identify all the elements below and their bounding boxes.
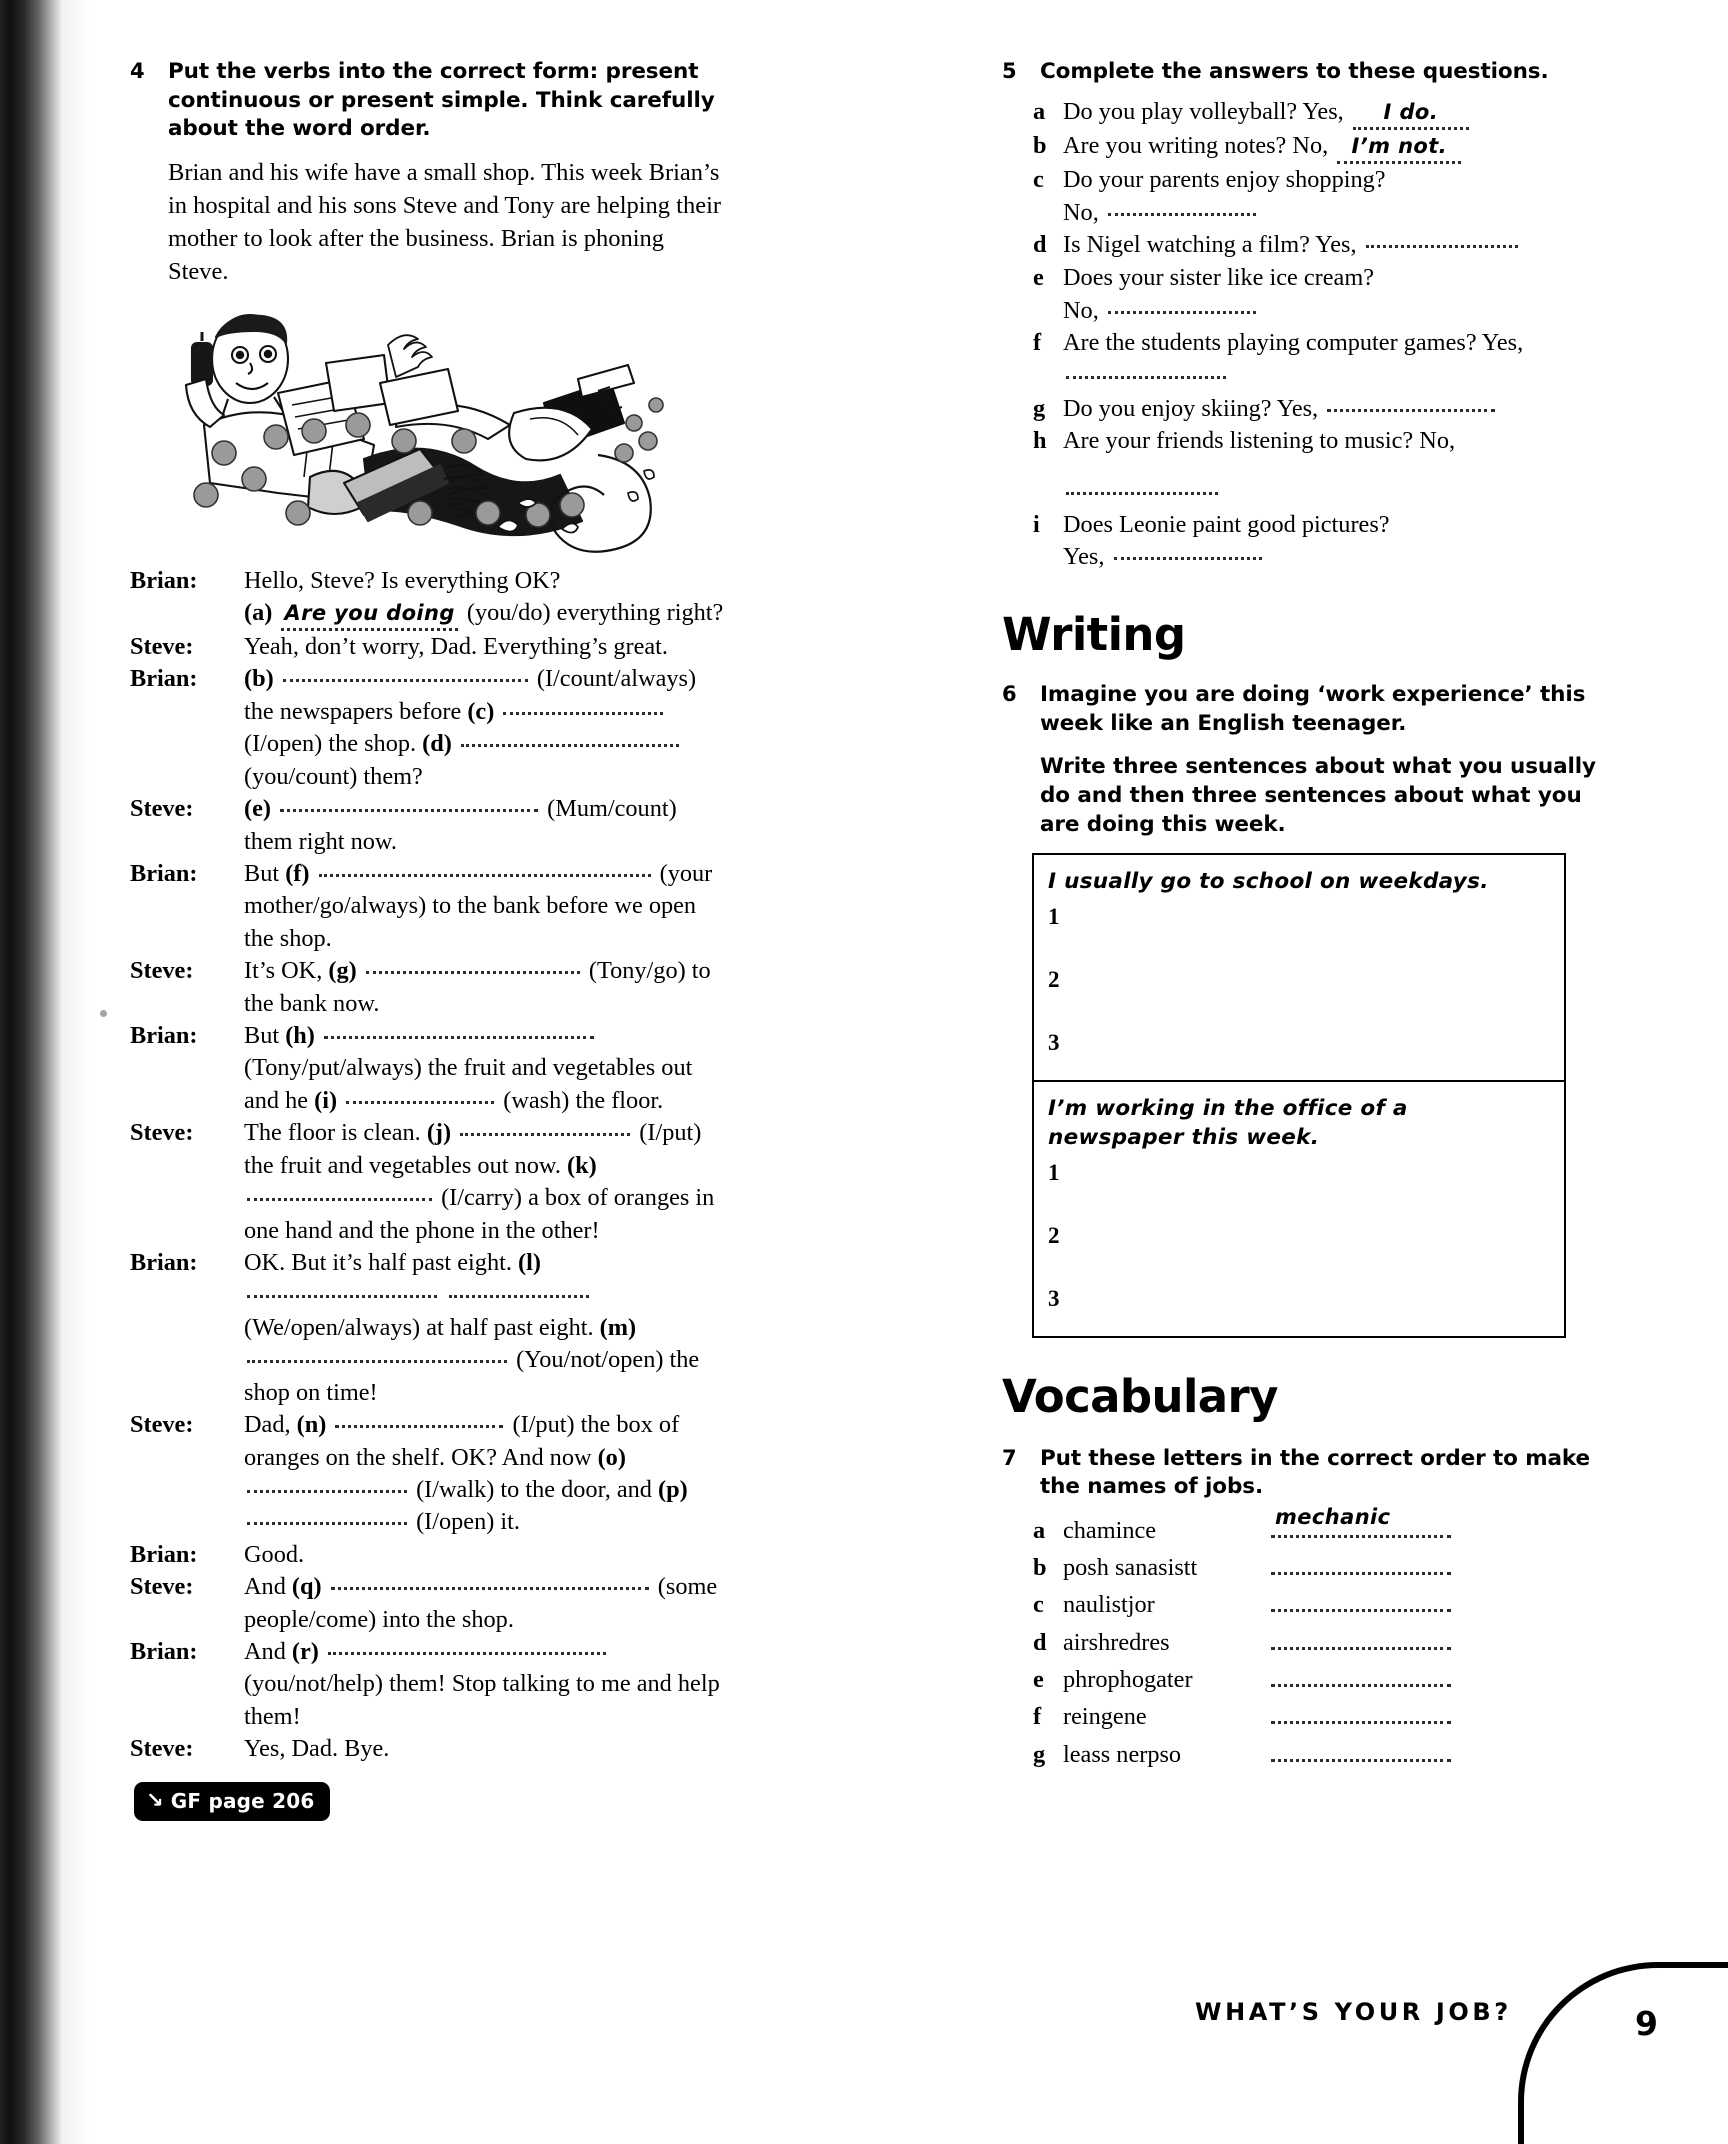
answer-blank-d[interactable] (1366, 233, 1518, 248)
gap-label-q: (q) (291, 1573, 322, 1601)
handwritten-answer-a[interactable]: Are you doing (281, 599, 457, 631)
dialogue-speaker: Brian: (130, 566, 198, 594)
down-right-arrow-icon: ↘ (146, 1788, 164, 1813)
page-number: 9 (1635, 2004, 1658, 2043)
question-text: Do you play volleyball? Yes, (1063, 97, 1344, 125)
exercise-4-narrative: Brian and his wife have a small shop. This week Brian’s in hospital and his sons Steve and Tony are helping their mother to look after the business. Brian is phoning Steve. (168, 158, 722, 285)
answer-blank[interactable] (1271, 1696, 1451, 1724)
scrambled-word: chamince (1063, 1516, 1157, 1544)
dialogue-speaker: Brian: (130, 1638, 198, 1666)
writing-example-thisweek-line1: I’m working in the office of a (1048, 1095, 1408, 1121)
writing-line-5[interactable]: 2 (1048, 1222, 1060, 1248)
item-letter: a (1033, 97, 1046, 125)
item-letter: e (1033, 1665, 1044, 1693)
vocabulary-section-heading: Vocabulary (1002, 1369, 1278, 1423)
dialogue-line (130, 597, 730, 631)
dialogue-line (130, 793, 730, 858)
answer-blank[interactable] (1271, 1505, 1451, 1538)
exercise-4-heading (130, 58, 730, 144)
scrambled-word: naulistjor (1063, 1591, 1155, 1619)
dialogue-text (244, 597, 730, 631)
writing-line-2[interactable]: 2 (1048, 966, 1060, 992)
exercise-5-heading (1002, 58, 1602, 87)
scrambled-word: reingene (1063, 1703, 1147, 1731)
gap-label-p: (p) (658, 1475, 688, 1503)
dialogue-speaker: Brian: (130, 665, 198, 693)
item-letter: d (1033, 1628, 1047, 1656)
unit-title: WHAT’S YOUR JOB? (1195, 1998, 1512, 2026)
writing-line-6[interactable]: 3 (1048, 1285, 1060, 1311)
answer-lead-in: No, (1063, 296, 1099, 324)
answer-blank-i[interactable] (346, 1089, 494, 1104)
dialogue-speaker: Steve: (130, 957, 194, 985)
item-letter: b (1033, 1554, 1047, 1582)
item-letter: d (1033, 231, 1047, 259)
verb-prompt-h: (Tony/put/always) the fruit and vegetables out and he (244, 1054, 693, 1114)
verb-prompt-l: (We/open/always) at half past eight. (244, 1313, 594, 1341)
answer-blank[interactable] (1271, 1547, 1451, 1575)
writing-example-usually: I usually go to school on weekdays. (1048, 869, 1489, 895)
dialogue-line (130, 1117, 730, 1247)
exercise-7-number: 7 (1002, 1445, 1017, 1470)
gap-label-k: (k) (566, 1151, 597, 1179)
question-text: Are your friends listening to music? No, (1063, 427, 1456, 455)
item-letter: i (1033, 510, 1040, 538)
gap-label-l: (l) (518, 1249, 541, 1276)
dialogue-text (244, 1571, 730, 1636)
gap-label-o: (o) (597, 1443, 626, 1471)
answer-blank-m[interactable] (247, 1348, 507, 1363)
answer-blank[interactable] (1271, 1734, 1451, 1762)
item-text (1063, 327, 1602, 392)
exercise-6-instruction-1: Imagine you are doing ‘work experience’ this week like an English teenager. (1040, 682, 1586, 736)
dialogue-prefix-r: And (244, 1638, 286, 1666)
exercise-7-list (1033, 1505, 1602, 1771)
vocab-row (1033, 1547, 1602, 1584)
dialogue-text: Good. (244, 1540, 305, 1568)
gap-label-n: (n) (296, 1411, 327, 1439)
answer-blank-n[interactable] (335, 1413, 503, 1428)
dialogue-speaker: Steve: (130, 1735, 194, 1763)
item-text (1063, 425, 1602, 508)
vocab-row (1033, 1659, 1602, 1696)
vocab-row (1033, 1696, 1602, 1733)
gap-label-c: (c) (467, 697, 495, 725)
vocab-row (1033, 1505, 1602, 1547)
exercise-6-instruction-2-row (1002, 753, 1602, 839)
list-item (1033, 96, 1602, 130)
dialogue-speaker: Steve: (130, 795, 194, 823)
dialogue-line (130, 1020, 730, 1117)
question-text: Do you enjoy skiing? Yes, (1063, 394, 1319, 422)
item-letter: c (1033, 1591, 1044, 1619)
grammar-reference-tag[interactable] (134, 1782, 330, 1821)
dialogue-text (244, 1247, 730, 1409)
list-item (1033, 229, 1602, 262)
vocab-row (1033, 1734, 1602, 1771)
writing-line-4[interactable]: 1 (1048, 1159, 1060, 1185)
dialogue-text (244, 858, 730, 955)
dialogue-speaker: Steve: (130, 632, 194, 660)
answer-blank-l[interactable] (247, 1283, 437, 1298)
item-letter: g (1033, 394, 1046, 422)
dialogue-speaker: Brian: (130, 859, 198, 887)
scrambled-word: posh sanasistt (1063, 1554, 1198, 1582)
verb-prompt-b: (I/count/always) the newspapers before (244, 665, 697, 725)
dialogue-speaker: Brian: (130, 1540, 198, 1568)
exercise-4-instruction: Put the verbs into the correct form: present continuous or present simple. Think carefully about the word order. (168, 59, 715, 142)
list-item (1033, 262, 1602, 327)
question-text: Do your parents enjoy shopping? (1063, 166, 1386, 194)
dialogue-prefix-g: It’s OK, (244, 957, 323, 985)
exercise-6-number: 6 (1002, 682, 1017, 707)
verb-prompt-o: (I/walk) to the door, and (416, 1475, 652, 1503)
question-text: Is Nigel watching a film? Yes, (1063, 231, 1357, 259)
gap-label-r: (r) (291, 1638, 319, 1666)
item-text (1063, 393, 1602, 426)
dialogue-line (130, 1539, 730, 1571)
dialogue-line (130, 631, 730, 663)
dialogue-text (244, 1020, 730, 1117)
answer-blank-d[interactable] (461, 732, 679, 747)
exercise-7-heading (1002, 1445, 1602, 1502)
item-text (1063, 130, 1602, 164)
answer-blank-g[interactable] (1327, 397, 1495, 412)
answer-blank-e[interactable] (280, 797, 538, 812)
dialogue-line (130, 1409, 730, 1539)
item-letter: f (1033, 1703, 1042, 1731)
item-letter: f (1033, 329, 1042, 357)
answer-lead-in: No, (1063, 198, 1099, 226)
answer-blank-j[interactable] (460, 1121, 630, 1136)
gap-label-m: (m) (599, 1313, 637, 1341)
vocab-row (1033, 1584, 1602, 1621)
list-item (1033, 130, 1602, 164)
verb-prompt-f: (your mother/go/always) to the bank before we open the shop. (244, 859, 713, 952)
left-column (130, 58, 730, 1821)
writing-box-thisweek-section (1034, 1082, 1564, 1336)
verb-prompt-a: (you/do) everything right? (466, 598, 724, 626)
handwritten-answer-b[interactable]: I’m not. (1337, 132, 1461, 164)
answer-blank-h[interactable] (1066, 480, 1218, 495)
gap-label-i: (i) (314, 1086, 338, 1114)
gap-label-h: (h) (285, 1022, 315, 1050)
dialogue-speaker: Brian: (130, 1249, 198, 1276)
item-text (1063, 96, 1602, 130)
handwritten-answer-a[interactable]: I do. (1353, 98, 1469, 130)
answer-blank-i[interactable] (1114, 545, 1262, 560)
scrambled-word: airshredres (1063, 1628, 1170, 1656)
verb-prompt-c: (I/open) the shop. (244, 730, 417, 758)
verb-prompt-i: (wash) the floor. (503, 1086, 664, 1114)
handwritten-answer: mechanic (1275, 1505, 1391, 1530)
item-letter: e (1033, 264, 1044, 292)
gap-label-j: (j) (426, 1119, 452, 1147)
verb-prompt-m: (You/not/open) the shop on time! (244, 1346, 700, 1406)
dialogue-speaker: Steve: (130, 1119, 194, 1147)
scrambled-word: phrophogater (1063, 1665, 1193, 1693)
verb-prompt-p: (I/open) it. (416, 1508, 520, 1536)
item-text (1063, 509, 1602, 574)
book-binding-shadow (0, 0, 62, 2144)
answer-blank-f[interactable] (1066, 364, 1226, 379)
dialogue-text (244, 1409, 730, 1539)
item-letter: a (1033, 1516, 1046, 1544)
exercise-4-dialogue (130, 565, 730, 1766)
gap-label-f: (f) (285, 859, 310, 887)
answer-blank-q[interactable] (331, 1575, 649, 1590)
answer-blank-c[interactable] (503, 700, 663, 715)
scrambled-word: leass nerpso (1063, 1740, 1182, 1768)
answer-blank-l2[interactable] (449, 1283, 589, 1298)
question-text: Does your sister like ice cream? (1063, 264, 1375, 292)
dialogue-prefix-j: The floor is clean. (244, 1119, 421, 1147)
exercise-6-heading (1002, 681, 1602, 738)
shop-cartoon-illustration (158, 307, 678, 557)
verb-prompt-e: (Mum/count) them right now. (244, 795, 677, 855)
dialogue-speaker: Brian: (130, 1022, 198, 1050)
answer-blank-e[interactable] (1108, 299, 1256, 314)
answer-blank-g[interactable] (366, 959, 580, 974)
gap-label-g: (g) (328, 957, 357, 985)
writing-section-heading: Writing (1002, 608, 1186, 662)
dialogue-prefix-f: But (244, 859, 280, 887)
answer-blank-f[interactable] (319, 862, 651, 877)
exercise-5-instruction: Complete the answers to these questions. (1040, 59, 1549, 84)
writing-example-thisweek-line2: newspaper this week. (1048, 1125, 1320, 1151)
verb-prompt-r: (you/not/help) them! Stop talking to me and help them! (244, 1670, 720, 1730)
exercise-6-instruction-2: Write three sentences about what you usually do and then three sentences about what you are doing this week. (1040, 754, 1596, 837)
dialogue-text (244, 1117, 730, 1247)
answer-blank-k[interactable] (247, 1186, 432, 1201)
answer-blank-h[interactable] (324, 1024, 594, 1039)
item-letter: h (1033, 427, 1047, 455)
writing-line-3[interactable]: 3 (1048, 1029, 1060, 1055)
exercise-4-number: 4 (130, 59, 145, 83)
question-text: Are you writing notes? No, (1063, 131, 1329, 159)
dialogue-text (244, 955, 730, 1020)
dialogue-text: Hello, Steve? Is everything OK? (244, 566, 561, 594)
vocab-row (1033, 1622, 1602, 1659)
gap-label-b: (b) (244, 665, 274, 693)
verb-prompt-q: (some people/come) into the shop. (244, 1573, 718, 1633)
dialogue-text: Yes, Dad. Bye. (244, 1735, 390, 1763)
verb-prompt-k: (I/carry) a box of oranges in one hand and the phone in the other! (244, 1184, 715, 1244)
answer-blank-r[interactable] (328, 1640, 606, 1655)
dialogue-prefix-n: Dad, (244, 1411, 291, 1439)
dialogue-text: Yeah, don’t worry, Dad. Everything’s great. (244, 632, 668, 660)
dialogue-line (130, 1571, 730, 1636)
gap-label-d: (d) (422, 730, 452, 758)
dialogue-text (244, 663, 730, 793)
answer-blank[interactable] (1271, 1622, 1451, 1650)
list-item (1033, 393, 1602, 426)
answer-blank[interactable] (1271, 1584, 1451, 1612)
verb-prompt-d: (you/count) them? (244, 762, 423, 790)
item-letter: b (1033, 131, 1047, 159)
answer-lead-in: Yes, (1063, 543, 1105, 571)
gap-label-e: (e) (244, 795, 271, 823)
answer-blank-p[interactable] (247, 1510, 407, 1525)
item-text (1063, 164, 1602, 229)
dialogue-line (130, 955, 730, 1020)
right-column (1002, 58, 1602, 1771)
dialogue-speaker: Steve: (130, 1573, 194, 1601)
question-text: Are the students playing computer games? Yes, (1063, 329, 1524, 357)
verb-prompt-n: (I/put) the box of oranges on the shelf. OK? And now (244, 1411, 680, 1471)
footer-corner-rule (1518, 1962, 1728, 2144)
page-speck (100, 1010, 107, 1017)
question-text: Does Leonie paint good pictures? (1063, 510, 1390, 538)
dialogue-prefix-l: OK. But it’s half past eight. (244, 1249, 512, 1276)
dialogue-text (244, 1636, 730, 1733)
dialogue-line (130, 663, 730, 793)
dialogue-line (130, 858, 730, 955)
dialogue-line (130, 1247, 730, 1409)
list-item (1033, 425, 1602, 508)
exercise-5-list (1033, 96, 1602, 575)
item-letter: g (1033, 1740, 1046, 1768)
writing-box-usually-section (1034, 855, 1564, 1082)
item-text (1063, 229, 1602, 262)
answer-blank[interactable] (1271, 1659, 1451, 1687)
dialogue-prefix-q: And (244, 1573, 286, 1601)
answer-blank-o[interactable] (247, 1478, 407, 1493)
item-text (1063, 262, 1602, 327)
gap-label-a: (a) (244, 598, 273, 626)
dialogue-line (130, 1636, 730, 1733)
dialogue-line (130, 565, 730, 597)
writing-answer-box[interactable] (1032, 853, 1566, 1338)
item-letter: c (1033, 166, 1044, 194)
dialogue-speaker: Steve: (130, 1411, 194, 1439)
list-item (1033, 164, 1602, 229)
grammar-reference-label: GF page 206 (170, 1788, 315, 1813)
list-item (1033, 509, 1602, 574)
list-item (1033, 327, 1602, 392)
answer-blank-c[interactable] (1108, 201, 1256, 216)
writing-line-1[interactable]: 1 (1048, 903, 1060, 929)
dialogue-text (244, 793, 730, 858)
verb-prompt-j: (I/put) the fruit and vegetables out now. (244, 1119, 702, 1179)
dialogue-prefix-h: But (244, 1022, 280, 1050)
exercise-7-instruction: Put these letters in the correct order to make the names of jobs. (1040, 1445, 1591, 1500)
verb-prompt-g: (Tony/go) to the bank now. (244, 957, 711, 1017)
answer-blank-b[interactable] (283, 667, 528, 682)
dialogue-line (130, 1733, 730, 1765)
exercise-5-number: 5 (1002, 59, 1017, 83)
